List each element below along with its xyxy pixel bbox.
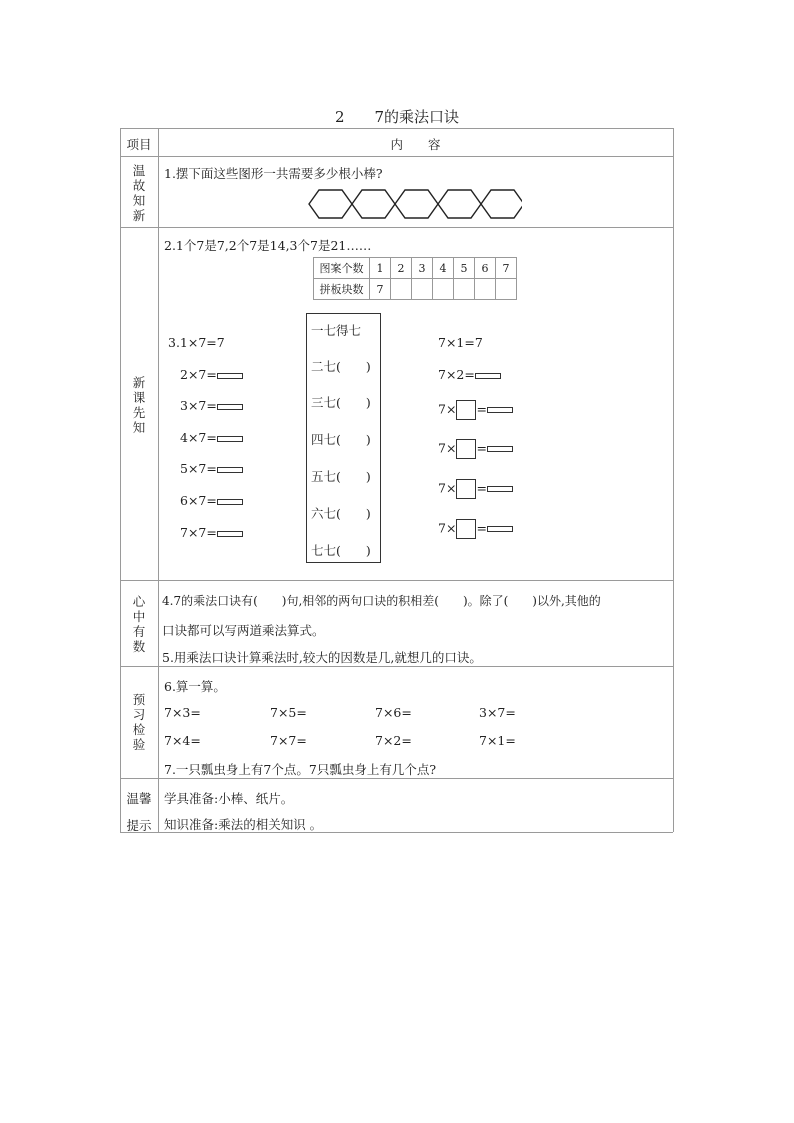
rhyme-line[interactable]: 五七( ) xyxy=(311,469,371,484)
calc-item: 7×5= xyxy=(270,705,307,720)
section-label-preview: 新 课 先 知 xyxy=(132,375,146,435)
table-cell: 3 xyxy=(412,258,433,279)
table-cell: 1 xyxy=(370,258,391,279)
section-label-review: 温 故 知 新 xyxy=(132,163,146,223)
row-divider-check xyxy=(120,778,673,779)
calc-item: 7×4= xyxy=(164,733,201,748)
question-4-line-2: 口诀都可以写两道乘法算式。 xyxy=(162,623,325,638)
table-cell: 7 xyxy=(370,279,391,300)
hexagon xyxy=(481,190,522,218)
answer-blank[interactable] xyxy=(217,404,243,410)
table-cell[interactable] xyxy=(412,279,433,300)
answer-blank[interactable] xyxy=(217,436,243,442)
equation-left: 3.1×7=7 xyxy=(168,335,225,350)
table-cell: 6 xyxy=(475,258,496,279)
row-divider-preview xyxy=(120,580,673,581)
row-divider-header xyxy=(120,156,673,157)
rhyme-line: 一七得七 xyxy=(311,323,362,338)
section-label-tips-line-2: 提示 xyxy=(126,818,152,833)
table-cell[interactable] xyxy=(496,279,517,300)
table-cell: 拼板块数 xyxy=(314,279,370,300)
table-cell: 5 xyxy=(454,258,475,279)
question-5: 5.用乘法口诀计算乘法时,较大的因数是几,就想几的口诀。 xyxy=(162,650,482,665)
equation-right: 7× = xyxy=(438,439,513,459)
answer-blank[interactable] xyxy=(217,499,243,505)
page-title: 2 7的乘法口诀 xyxy=(334,108,460,126)
equation-right: 7×1=7 xyxy=(438,335,483,350)
rhyme-line[interactable]: 四七( ) xyxy=(311,432,371,447)
calc-item: 7×2= xyxy=(375,733,412,748)
equation-right: 7× = xyxy=(438,400,513,420)
answer-blank[interactable] xyxy=(487,486,513,492)
equation-right: 7× = xyxy=(438,479,513,499)
pattern-table xyxy=(313,257,517,300)
equation-left: 2×7= xyxy=(180,367,243,382)
equation-left: 5×7= xyxy=(180,461,243,476)
answer-blank[interactable] xyxy=(217,531,243,537)
factor-box[interactable] xyxy=(456,439,476,459)
answer-blank[interactable] xyxy=(217,373,243,379)
calc-item: 7×6= xyxy=(375,705,412,720)
equation-left: 6×7= xyxy=(180,493,243,508)
factor-box[interactable] xyxy=(456,479,476,499)
rhyme-line[interactable]: 六七( ) xyxy=(311,506,371,521)
section-label-check: 预 习 检 验 xyxy=(132,692,146,752)
section-label-mind: 心 中 有 数 xyxy=(132,594,146,654)
calc-item: 3×7= xyxy=(479,705,516,720)
hexagon xyxy=(438,190,481,218)
table-cell: 2 xyxy=(391,258,412,279)
equation-left: 7×7= xyxy=(180,525,243,540)
table-cell[interactable] xyxy=(454,279,475,300)
question-1: 1.摆下面这些图形一共需要多少根小棒? xyxy=(164,166,383,181)
table-cell: 7 xyxy=(496,258,517,279)
hexagon-chain-figure xyxy=(306,187,522,221)
tip-knowledge: 知识准备:乘法的相关知识 。 xyxy=(164,817,323,832)
column-divider xyxy=(158,128,159,832)
question-6: 6.算一算。 xyxy=(164,679,226,694)
table-border-top xyxy=(120,128,673,129)
tip-tools: 学具准备:小棒、纸片。 xyxy=(164,791,294,806)
equation-left: 3×7= xyxy=(180,398,243,413)
row-divider-review xyxy=(120,227,673,228)
answer-blank[interactable] xyxy=(487,526,513,532)
equation-left: 4×7= xyxy=(180,430,243,445)
header-content: 内 容 xyxy=(390,137,441,152)
factor-box[interactable] xyxy=(456,400,476,420)
table-cell[interactable] xyxy=(475,279,496,300)
equation-right: 7×2= xyxy=(438,367,501,382)
question-2: 2.1个7是7,2个7是14,3个7是21…… xyxy=(164,238,372,253)
equation-right: 7× = xyxy=(438,519,513,539)
table-cell: 图案个数 xyxy=(314,258,370,279)
calc-item: 7×3= xyxy=(164,705,201,720)
calc-item: 7×7= xyxy=(270,733,307,748)
answer-blank[interactable] xyxy=(217,467,243,473)
calc-item: 7×1= xyxy=(479,733,516,748)
table-cell[interactable] xyxy=(391,279,412,300)
row-divider-mind xyxy=(120,666,673,667)
header-item: 项目 xyxy=(126,137,152,152)
table-row xyxy=(314,279,517,300)
question-7: 7.一只瓢虫身上有7个点。7只瓢虫身上有几个点? xyxy=(164,762,437,777)
table-cell: 4 xyxy=(433,258,454,279)
hexagon xyxy=(395,190,438,218)
rhyme-line[interactable]: 七七( ) xyxy=(311,543,371,558)
answer-blank[interactable] xyxy=(487,407,513,413)
hexagon xyxy=(352,190,395,218)
rhyme-line[interactable]: 三七( ) xyxy=(311,395,371,410)
answer-blank[interactable] xyxy=(475,373,501,379)
table-row xyxy=(314,258,517,279)
answer-blank[interactable] xyxy=(487,446,513,452)
hexagon xyxy=(309,190,352,218)
table-cell[interactable] xyxy=(433,279,454,300)
section-label-tips-line-1: 温馨 xyxy=(126,791,152,806)
factor-box[interactable] xyxy=(456,519,476,539)
rhyme-line[interactable]: 二七( ) xyxy=(311,359,371,374)
question-4-line-1: 4.7的乘法口诀有( )句,相邻的两句口诀的积相差( )。除了( )以外,其他的 xyxy=(162,594,601,608)
table-border-right xyxy=(673,128,674,832)
